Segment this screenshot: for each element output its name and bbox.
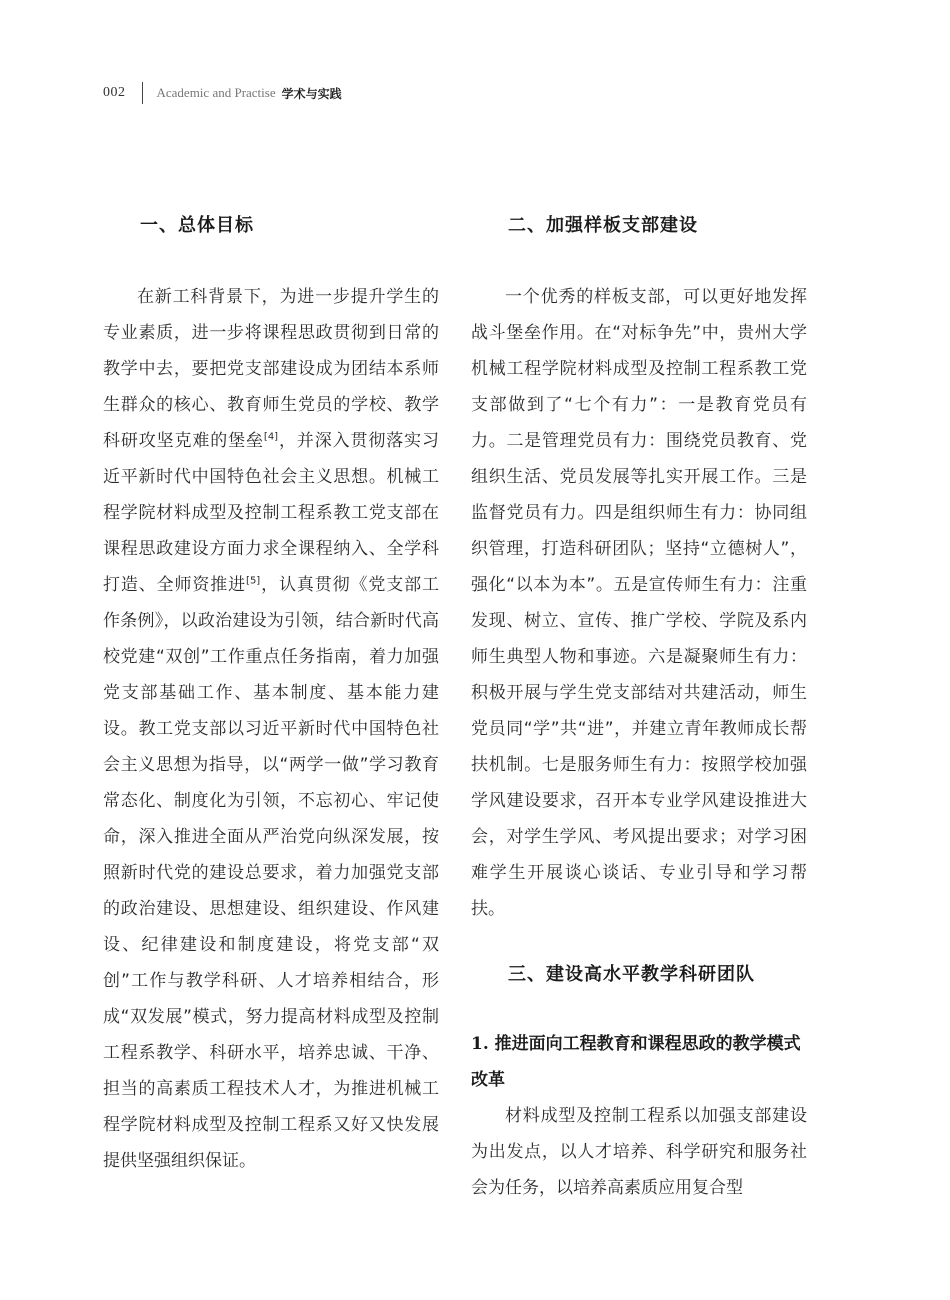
header-divider [142,82,143,104]
subsection-title-teaching-reform: 1. 推进面向工程教育和课程思政的教学模式改革 [471,1034,801,1090]
teaching-reform-paragraph: 材料成型及控制工程系以加强支部建设为出发点，以人才培养、科学研究和服务社会为任务，以培养高素质应用复合型 [471,1106,807,1198]
section-title-model-branch: 二、加强样板支部建设 [508,215,698,236]
journal-title-english: Academic and Practise [156,85,276,100]
paragraph-text-part-3: ，认真贯彻《党支部工作条例》，以政治建设为引领，结合新时代高校党建“双创”工作重点任务指南，着力加强党支部基础工作、基本制度、基本能力建设。教工党支部以习近平新时代中国特色社会主义思想为指导，以“两学一做”学习教育常态化、制度化为引领，不忘初心、牢记使命，深入推进全面从严治党向纵深发展，按照新时代党的建设总要求，着力加强党支部的政治建设、思想建设、组织建设、作风建设、纪律建设和制度建设，将党支部“双创”工作与教学科研、人才培养相结合，形成“双发展”模式，努力提高材料成型及控制工程系教学、科研水平，培养忠诚、干净、担当的高素质工程技术人才，为推进机械工程学院材料成型及控制工程系又好又快发展提供坚强组织保证。 [103,575,440,1171]
running-header [103,82,342,104]
citation-5: [5] [246,575,261,587]
section-title-overall-goals: 一、总体目标 [140,215,254,236]
paragraph-text-part-1: 在新工科背景下，为进一步提升学生的专业素质，进一步将课程思政贯彻到日常的教学中去，要把党支部建设成为团结本系师生群众的核心、教育师生党员的学校、教学科研攻坚克难的堡垒 [103,287,439,451]
paragraph-text-part-2: ，并深入贯彻落实习近平新时代中国特色社会主义思想。机械工程学院材料成型及控制工程系教工党支部在课程思政建设方面力求全课程纳入、全学科打造、全师资推进 [103,431,440,595]
journal-title-chinese: 学术与实践 [281,86,342,101]
model-branch-paragraph: 一个优秀的样板支部，可以更好地发挥战斗堡垒作用。在“对标争先”中，贵州大学机械工程学院材料成型及控制工程系教工党支部做到了“七个有力”：一是教育党员有力。二是管理党员有力：围绕党员教育、党组织生活、党员发展等扎实开展工作。三是监督党员有力。四是组织师生有力：协同组织管理，打造科研团队；坚持“立德树人”，强化“以本为本”。五是宣传师生有力：注重发现、树立、宣传、推广学校、学院及系内师生典型人物和事迹。六是凝聚师生有力：积极开展与学生党支部结对共建活动，师生党员同“学”共“进”，并建立青年教师成长帮扶机制。七是服务师生有力：按照学校加强学风建设要求，召开本专业学风建设推进大会，对学生学风、考风提出要求；对学习困难学生开展谈心谈话、专业引导和学习帮扶。 [471,287,807,919]
page-number: 002 [103,85,126,100]
citation-4: [4] [263,431,279,443]
section-title-research-team: 三、建设高水平教学科研团队 [508,964,755,985]
overall-goals-paragraph [103,279,439,1179]
